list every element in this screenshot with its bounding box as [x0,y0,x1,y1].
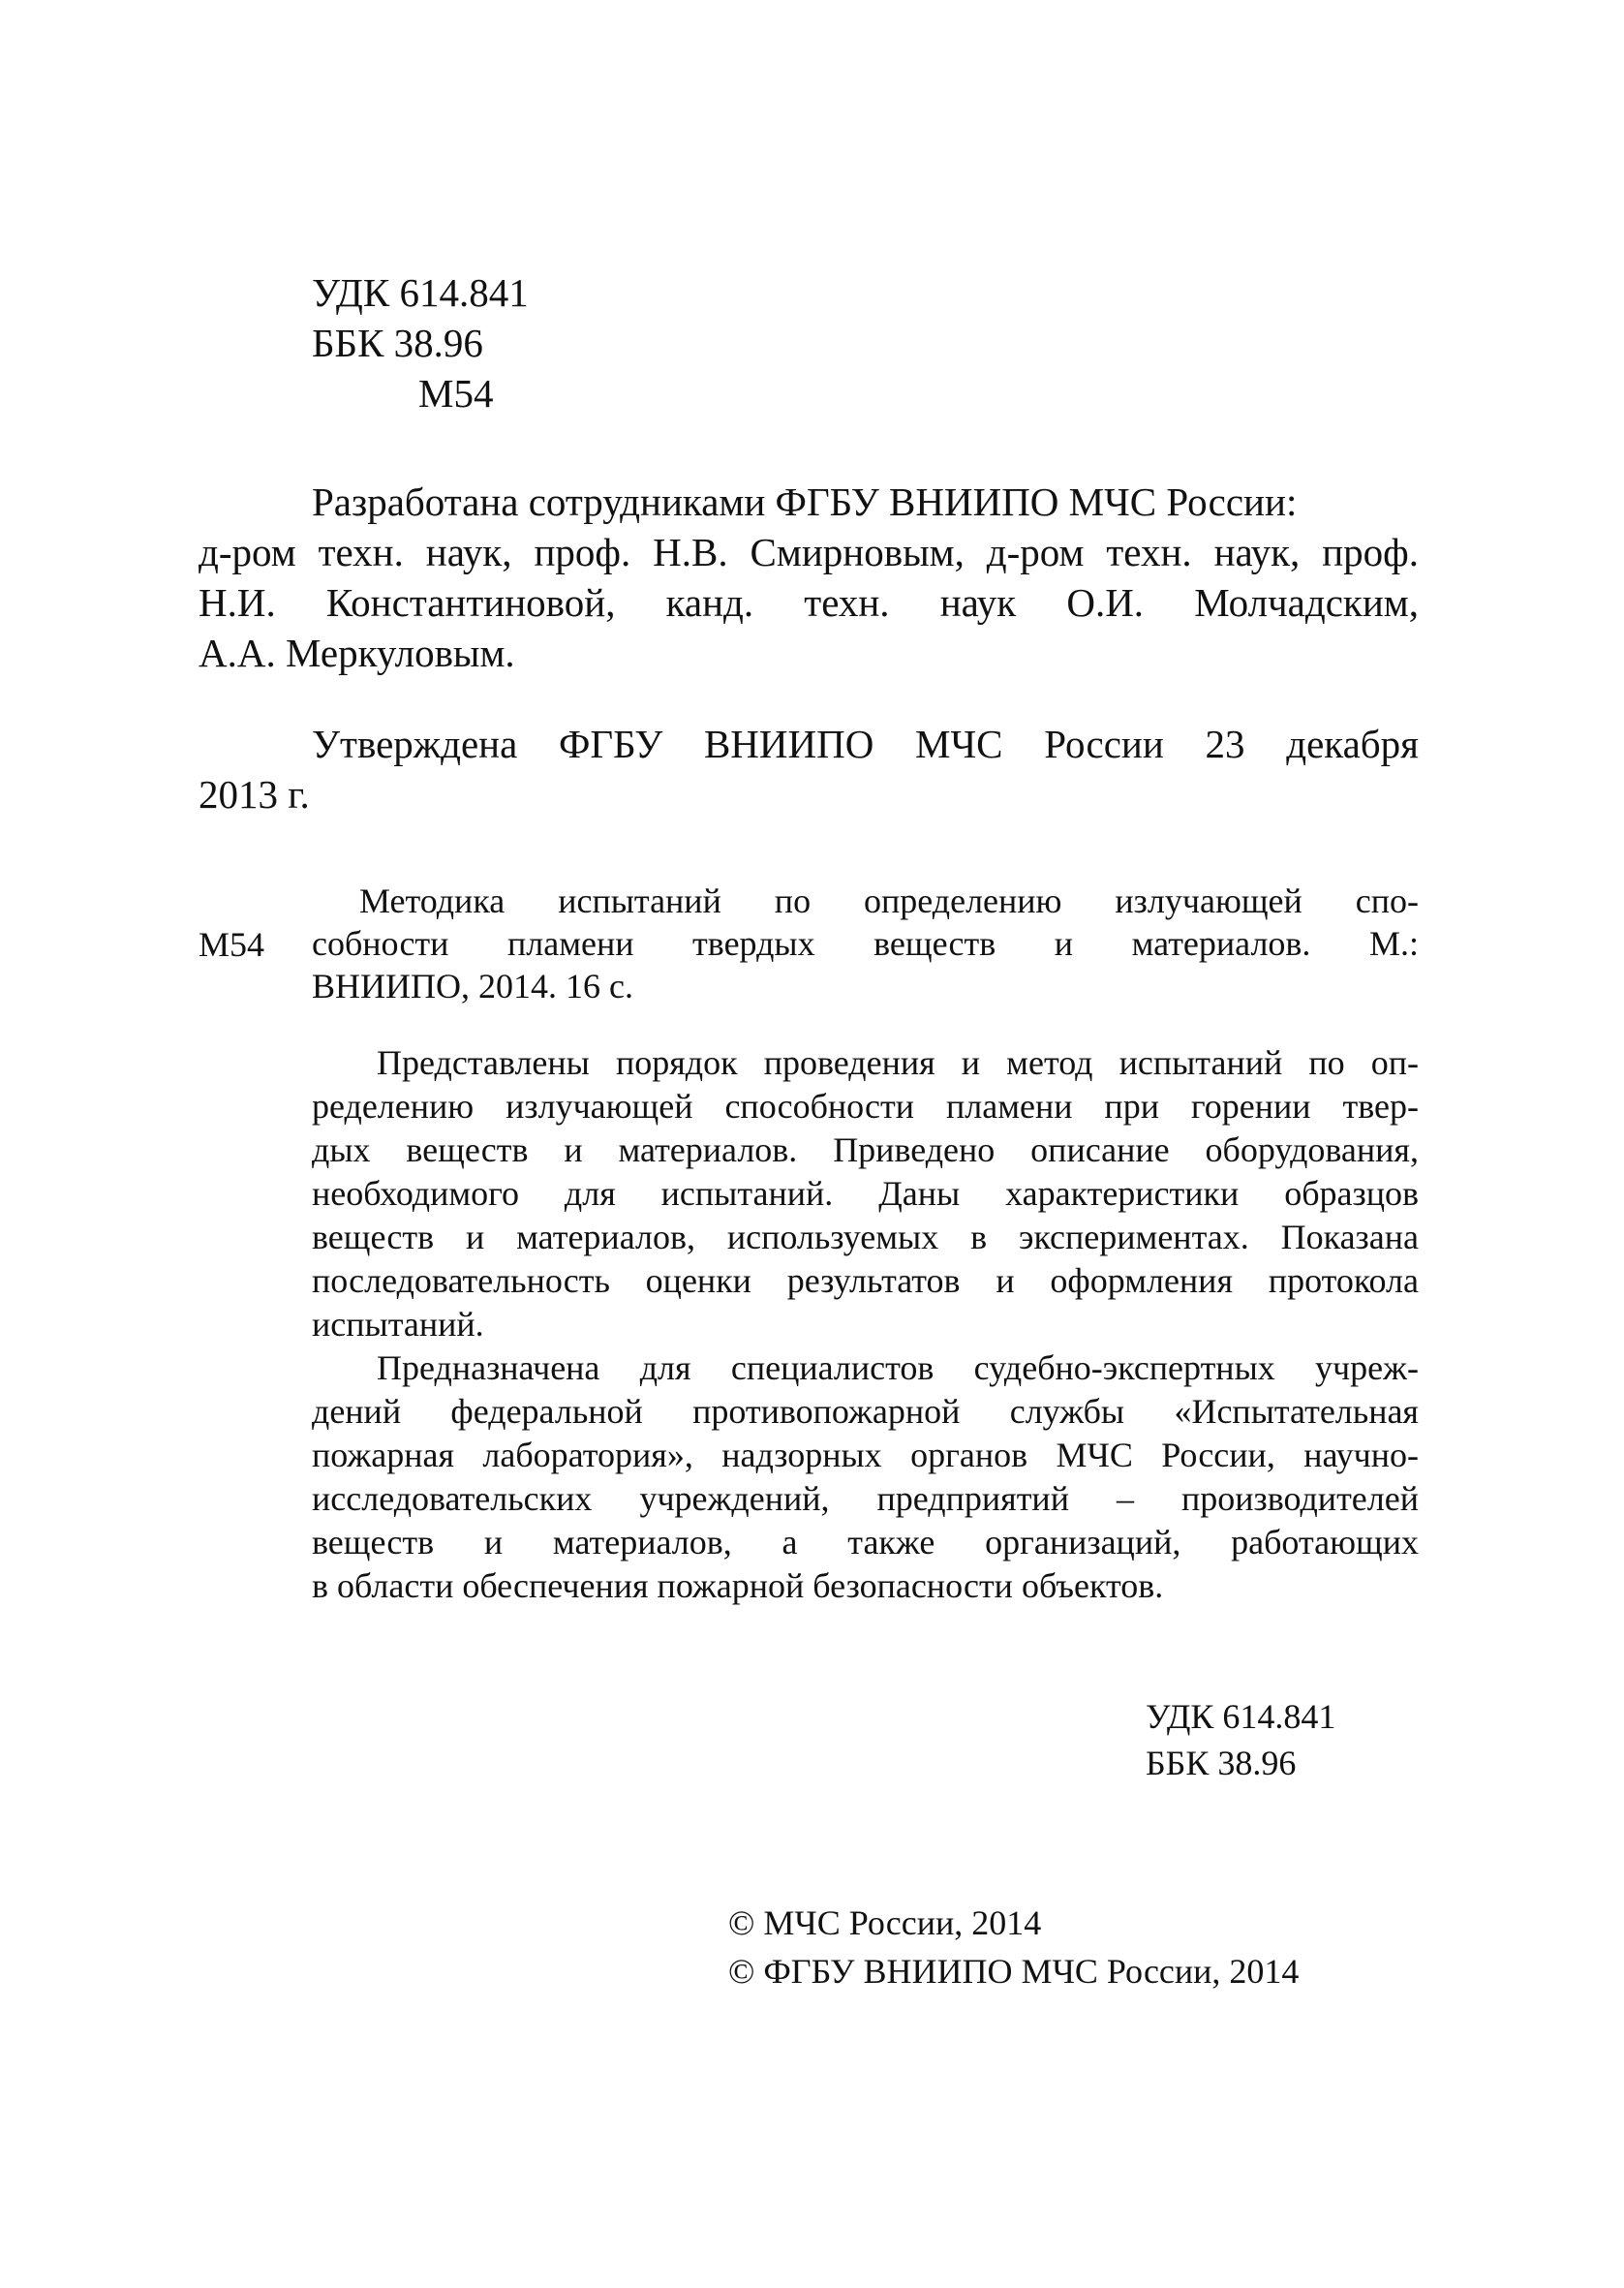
annotation-line: дых веществ и материалов. Приведено описание оборудования, [312,1130,1419,1169]
annotation-line: исследовательских учреждений, предприятий – производителей [312,1479,1419,1518]
copyright-line: © ФГБУ ВНИИПО МЧС России, 2014 [728,1952,1300,1991]
approval-paragraph [199,719,1419,819]
annotation-line: необходимого для испытаний. Даны характеристики образцов [312,1174,1419,1213]
bibliographic-record [312,880,1419,1007]
classification-top [312,267,529,418]
annotation-line: Представлены порядок проведения и метод испытаний по оп- [377,1043,1419,1082]
annotation-line: Предназначена для специалистов судебно-экспертных учреж- [377,1348,1419,1387]
author-mark: М54 [418,371,494,416]
copyright-line: © МЧС России, 2014 [728,1903,1042,1942]
bibliographic-line: Методика испытаний по определению излучающей спо- [359,881,1419,920]
developers-line: д-ром техн. наук, проф. Н.В. Смирновым, д-ром техн. наук, проф. [199,530,1419,574]
developers-line: Н.И. Константиновой, канд. техн. наук О.И. Молчадским, [199,580,1419,625]
approval-line: Утверждена ФГБУ ВНИИПО МЧС России 23 декабря [312,722,1419,766]
approval-line: 2013 г. [199,772,310,817]
annotation-paragraph-2 [312,1346,1419,1608]
bbk-code: ББК 38.96 [312,321,483,365]
copyright-block [728,1899,1299,1995]
annotation-line: дений федеральной противопожарной службы «Испытательная [312,1392,1419,1431]
udk-code: УДК 614.841 [312,270,529,315]
classification-bottom [1146,1693,1335,1786]
developers-line: А.А. Меркуловым. [199,631,515,675]
annotation-line: пожарная лаборатория», надзорных органов МЧС России, научно- [312,1436,1419,1474]
annotation [312,1041,1419,1608]
bbk-code: ББК 38.96 [1146,1744,1297,1782]
annotation-line: в области обеспечения пожарной безопасности объектов. [312,1566,1164,1605]
annotation-line: веществ и материалов, используемых в экспериментах. Показана [312,1218,1419,1256]
bibliographic-line: собности пламени твердых веществ и материалов. М.: [312,924,1419,963]
developers-paragraph [199,477,1419,678]
bibliographic-line: ВНИИПО, 2014. 16 с. [312,967,633,1005]
bibliographic-code: М54 [199,925,265,964]
annotation-line: ределению излучающей способности пламени при горении твер- [312,1087,1419,1126]
developers-line: Разработана сотрудниками ФГБУ ВНИИПО МЧС России: [312,479,1298,524]
annotation-line: последовательность оценки результатов и оформления протокола [312,1261,1419,1300]
udk-code: УДК 614.841 [1146,1697,1336,1736]
annotation-line: веществ и материалов, а также организаций, работающих [312,1523,1419,1561]
annotation-paragraph-1 [312,1041,1419,1346]
annotation-line: испытаний. [312,1305,484,1344]
